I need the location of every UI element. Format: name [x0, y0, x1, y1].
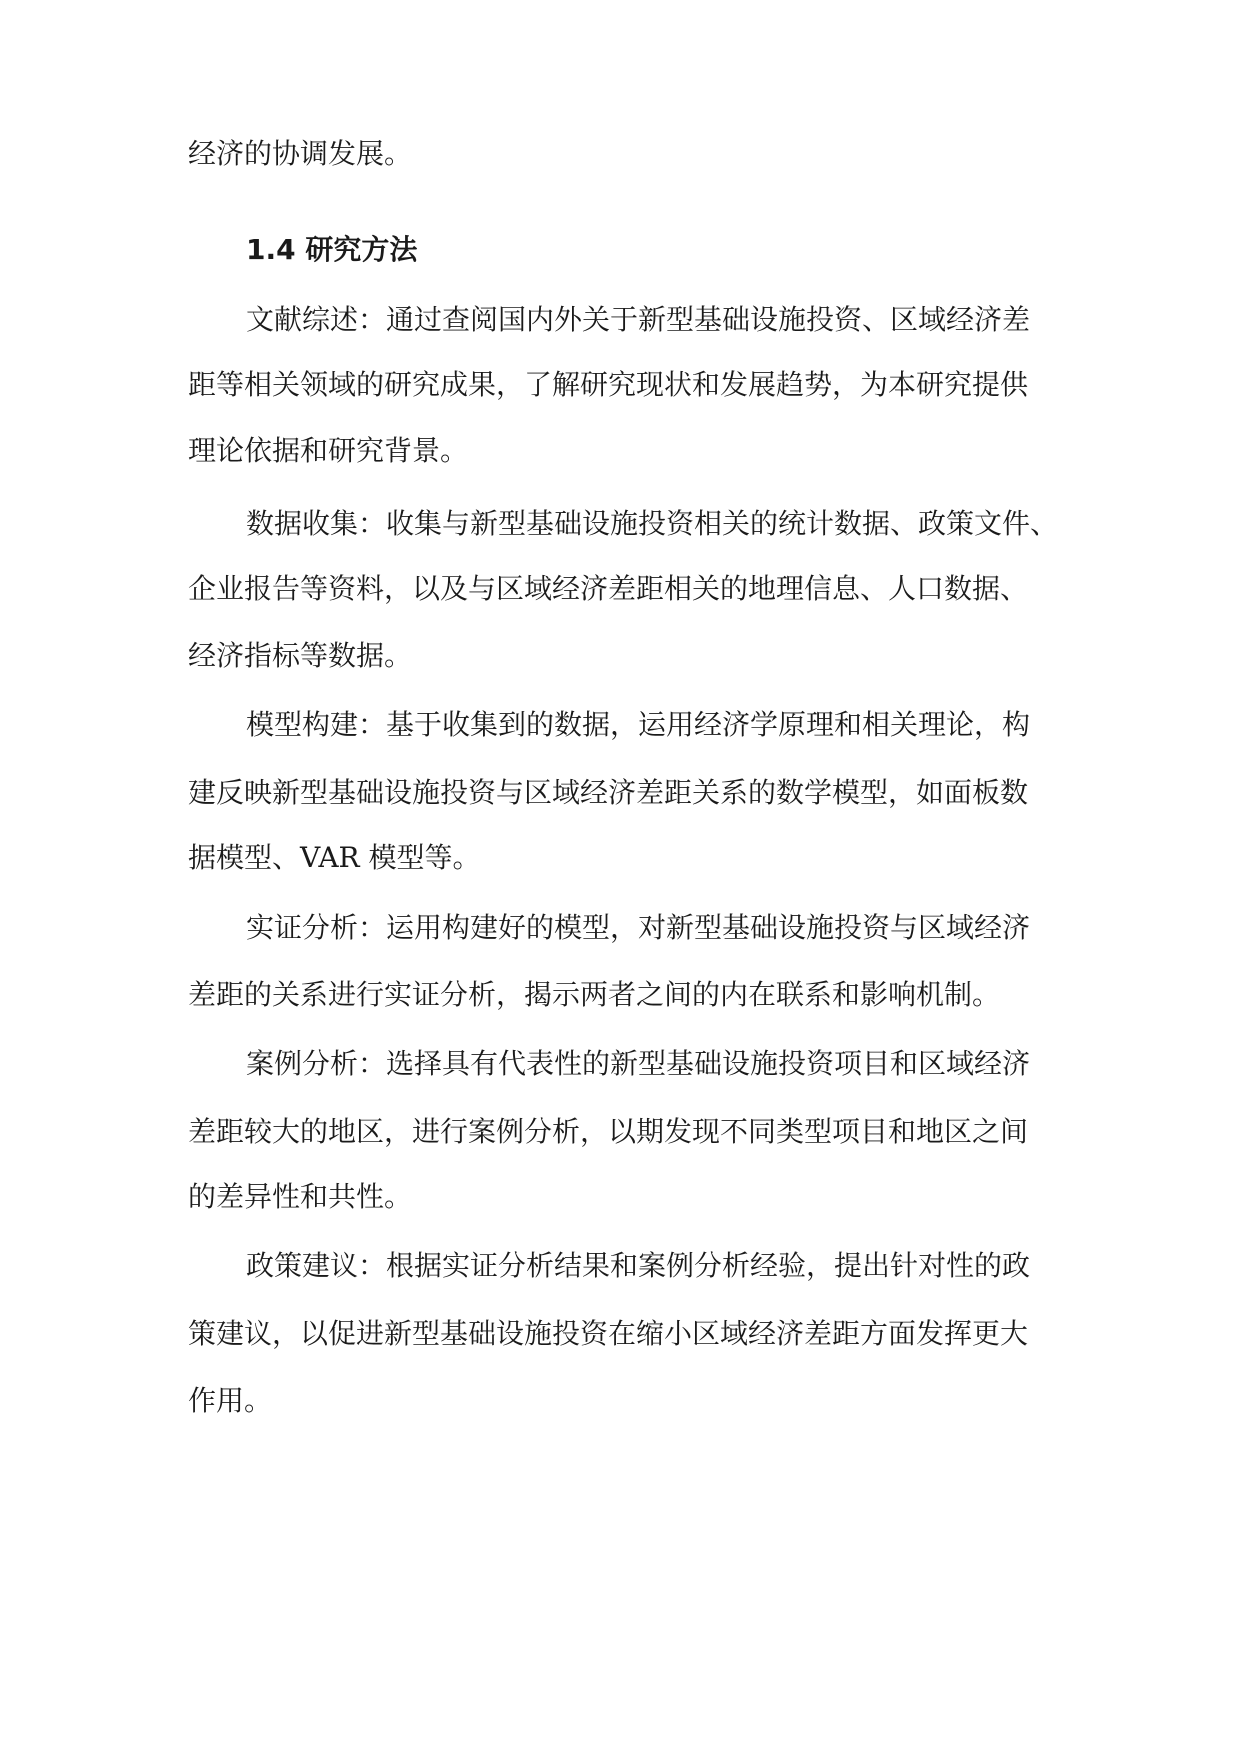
paragraph-line: 经济指标等数据。: [188, 639, 413, 672]
paragraph-line: 据模型、VAR 模型等。: [188, 841, 481, 874]
paragraph-line: 策建议，以促进新型基础设施投资在缩小区域经济差距方面发挥更大: [188, 1317, 1029, 1350]
paragraph-line: 实证分析：运用构建好的模型，对新型基础设施投资与区域经济: [246, 911, 1031, 944]
paragraph-line: 的差异性和共性。: [188, 1180, 413, 1213]
paragraph-line: 差距的关系进行实证分析，揭示两者之间的内在联系和影响机制。: [188, 978, 1001, 1011]
paragraph-line: 案例分析：选择具有代表性的新型基础设施投资项目和区域经济: [246, 1047, 1031, 1080]
paragraph-line: 理论依据和研究背景。: [188, 434, 469, 467]
paragraph-line: 企业报告等资料，以及与区域经济差距相关的地理信息、人口数据、: [188, 572, 1029, 605]
paragraph-line: 文献综述：通过查阅国内外关于新型基础设施投资、区域经济差: [246, 303, 1031, 336]
paragraph-line: 距等相关领域的研究成果，了解研究现状和发展趋势，为本研究提供: [188, 368, 1029, 401]
lead-in-line: 经济的协调发展。: [188, 137, 413, 170]
paragraph-line: 模型构建：基于收集到的数据，运用经济学原理和相关理论，构: [246, 708, 1031, 741]
paragraph-line: 数据收集：收集与新型基础设施投资相关的统计数据、政策文件、: [246, 507, 1059, 540]
paragraph-line: 作用。: [188, 1384, 273, 1417]
paragraph-line: 建反映新型基础设施投资与区域经济差距关系的数学模型，如面板数: [188, 776, 1029, 809]
paragraph-line: 差距较大的地区，进行案例分析，以期发现不同类型项目和地区之间: [188, 1115, 1029, 1148]
section-heading: 1.4 研究方法: [246, 233, 418, 266]
paragraph-line: 政策建议：根据实证分析结果和案例分析经验，提出针对性的政: [246, 1249, 1031, 1282]
